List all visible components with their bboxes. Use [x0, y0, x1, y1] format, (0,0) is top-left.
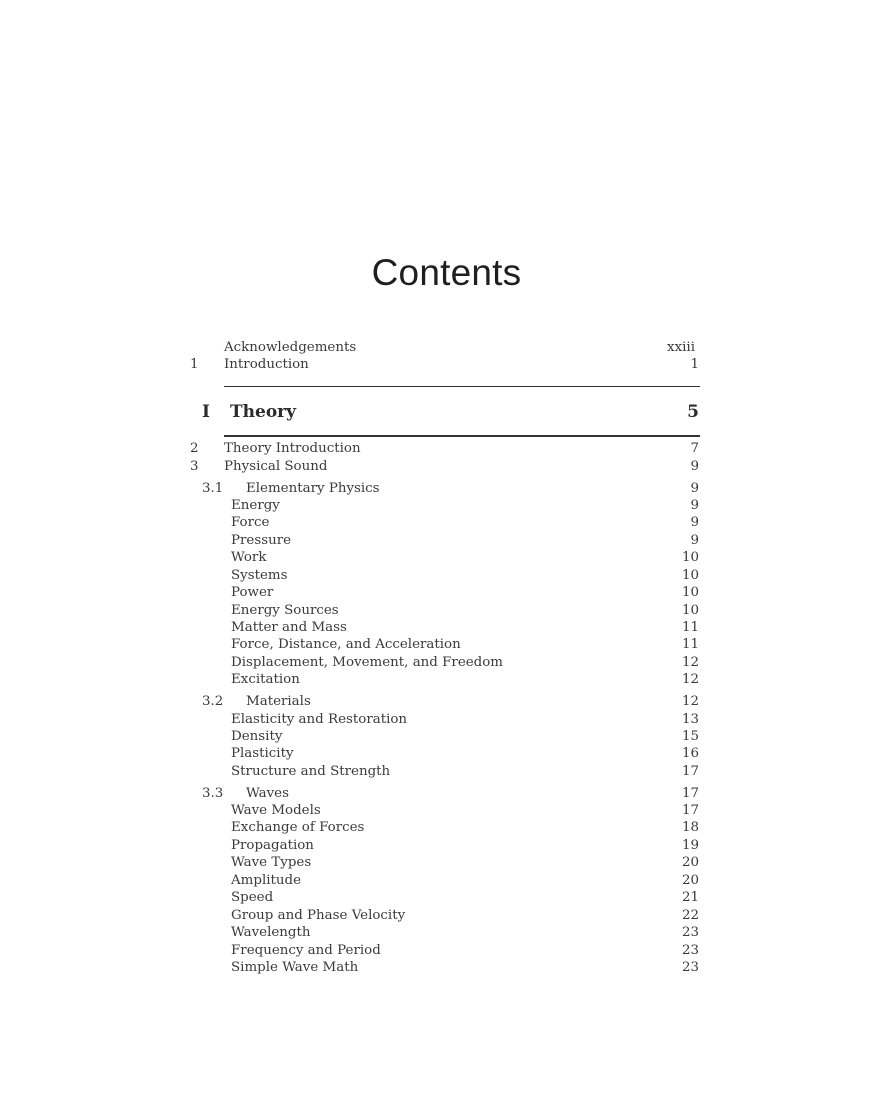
toc-entry-number: 3 [190, 459, 199, 474]
toc-entry-chapter[interactable] [0, 458, 893, 475]
toc-subentry-page: 12 [681, 672, 699, 687]
toc-subentry-title: Speed [231, 890, 274, 905]
toc-entry-title: Introduction [224, 357, 309, 372]
toc-subentry-page: 12 [681, 655, 699, 670]
toc-subentry[interactable] [0, 959, 893, 976]
toc-subentry-title: Frequency and Period [231, 943, 381, 958]
toc-subentry-title: Energy Sources [231, 603, 339, 618]
toc-subentry[interactable] [0, 711, 893, 728]
toc-subentry[interactable] [0, 584, 893, 601]
toc-entry-title: Acknowledgements [224, 340, 357, 355]
toc-subentry-title: Energy [231, 498, 280, 513]
part-title: Theory [230, 402, 296, 422]
toc-subentry-page: 10 [681, 603, 699, 618]
toc-subentry-page: 11 [681, 620, 699, 635]
toc-subentry-page: 22 [681, 908, 699, 923]
toc-subentry-title: Amplitude [231, 873, 302, 888]
toc-subentry-title: Power [231, 585, 274, 600]
toc-part-theory[interactable] [0, 401, 893, 423]
toc-subentry[interactable] [0, 602, 893, 619]
toc-subentry[interactable] [0, 854, 893, 871]
toc-entry-number: 1 [190, 357, 199, 372]
toc-subentry-title: Propagation [231, 838, 314, 853]
toc-subentry[interactable] [0, 728, 893, 745]
toc-section-entry[interactable] [0, 480, 893, 497]
toc-subentry-page: 17 [681, 764, 699, 779]
toc-subentry-page: 10 [681, 550, 699, 565]
toc-subentry-title: Density [231, 729, 283, 744]
toc-subentry[interactable] [0, 907, 893, 924]
toc-subentry-title: Systems [231, 568, 288, 583]
toc-subentry-page: 13 [681, 712, 699, 727]
part-bottom-rule [224, 435, 700, 437]
toc-subentry-title: Wave Models [231, 803, 321, 818]
toc-entry-title: Physical Sound [224, 459, 328, 474]
toc-subentry[interactable] [0, 671, 893, 688]
toc-subentry-title: Displacement, Movement, and Freedom [231, 655, 504, 670]
toc-section-number: 3.2 [202, 694, 224, 709]
toc-subentry-title: Work [231, 550, 267, 565]
toc-subentry-title: Group and Phase Velocity [231, 908, 406, 923]
toc-subentry-title: Elasticity and Restoration [231, 712, 408, 727]
toc-section-number: 3.1 [202, 481, 224, 496]
toc-entry-page: xxiii [667, 340, 695, 355]
toc-subentry-page: 17 [681, 803, 699, 818]
toc-section-title: Waves [246, 786, 289, 801]
toc-entry-acknowledgements[interactable] [0, 339, 893, 356]
toc-subentry-page: 15 [681, 729, 699, 744]
toc-section-entry[interactable] [0, 785, 893, 802]
toc-entry-chapter[interactable] [0, 440, 893, 457]
toc-subentry[interactable] [0, 924, 893, 941]
toc-subentry-title: Simple Wave Math [231, 960, 359, 975]
toc-entry-introduction[interactable] [0, 356, 893, 373]
toc-subentry[interactable] [0, 567, 893, 584]
toc-subentry-title: Matter and Mass [231, 620, 347, 635]
toc-subentry-page: 9 [690, 498, 699, 513]
toc-subentry[interactable] [0, 802, 893, 819]
toc-subentry[interactable] [0, 745, 893, 762]
toc-subentry[interactable] [0, 763, 893, 780]
toc-section-title: Materials [246, 694, 311, 709]
toc-subentry[interactable] [0, 619, 893, 636]
toc-subentry-title: Structure and Strength [231, 764, 391, 779]
part-number: I [202, 402, 210, 422]
toc-subentry-page: 9 [690, 515, 699, 530]
toc-section-page: 12 [681, 694, 699, 709]
toc-subentry-title: Excitation [231, 672, 300, 687]
toc-subentry-page: 20 [681, 873, 699, 888]
toc-subentry[interactable] [0, 942, 893, 959]
toc-subentry-page: 10 [681, 585, 699, 600]
toc-subentry[interactable] [0, 497, 893, 514]
toc-subentry-page: 16 [681, 746, 699, 761]
toc-section-page: 17 [681, 786, 699, 801]
toc-subentry[interactable] [0, 872, 893, 889]
toc-subentry[interactable] [0, 532, 893, 549]
toc-subentry[interactable] [0, 549, 893, 566]
toc-subentry-page: 11 [681, 637, 699, 652]
toc-subentry[interactable] [0, 819, 893, 836]
toc-subentry-title: Plasticity [231, 746, 294, 761]
toc-entry-page: 9 [690, 459, 699, 474]
toc-subentry[interactable] [0, 636, 893, 653]
toc-section-page: 9 [690, 481, 699, 496]
toc-subentry-page: 19 [681, 838, 699, 853]
toc-subentry-title: Pressure [231, 533, 292, 548]
toc-entry-number: 2 [190, 441, 199, 456]
part-page: 5 [687, 402, 699, 422]
toc-section-entry[interactable] [0, 693, 893, 710]
toc-entry-title: Theory Introduction [224, 441, 361, 456]
toc-entry-page: 7 [690, 441, 699, 456]
toc-subentry[interactable] [0, 837, 893, 854]
toc-section-title: Elementary Physics [246, 481, 380, 496]
toc-subentry[interactable] [0, 654, 893, 671]
toc-subentry[interactable] [0, 514, 893, 531]
toc-subentry-page: 21 [681, 890, 699, 905]
toc-subentry-title: Wave Types [231, 855, 312, 870]
toc-subentry-title: Wavelength [231, 925, 311, 940]
page-title: Contents [371, 252, 522, 293]
toc-subentry-page: 10 [681, 568, 699, 583]
toc-subentry-title: Force, Distance, and Acceleration [231, 637, 461, 652]
toc-subentry-page: 23 [681, 925, 699, 940]
toc-subentry-title: Force [231, 515, 270, 530]
toc-subentry-page: 18 [681, 820, 699, 835]
toc-entry-page: 1 [690, 357, 699, 372]
part-top-rule [224, 386, 700, 387]
toc-subentry-page: 23 [681, 943, 699, 958]
toc-subentry[interactable] [0, 889, 893, 906]
toc-subentry-page: 9 [690, 533, 699, 548]
toc-subentry-page: 20 [681, 855, 699, 870]
toc-section-number: 3.3 [202, 786, 224, 801]
toc-subentry-title: Exchange of Forces [231, 820, 365, 835]
toc-subentry-page: 23 [681, 960, 699, 975]
